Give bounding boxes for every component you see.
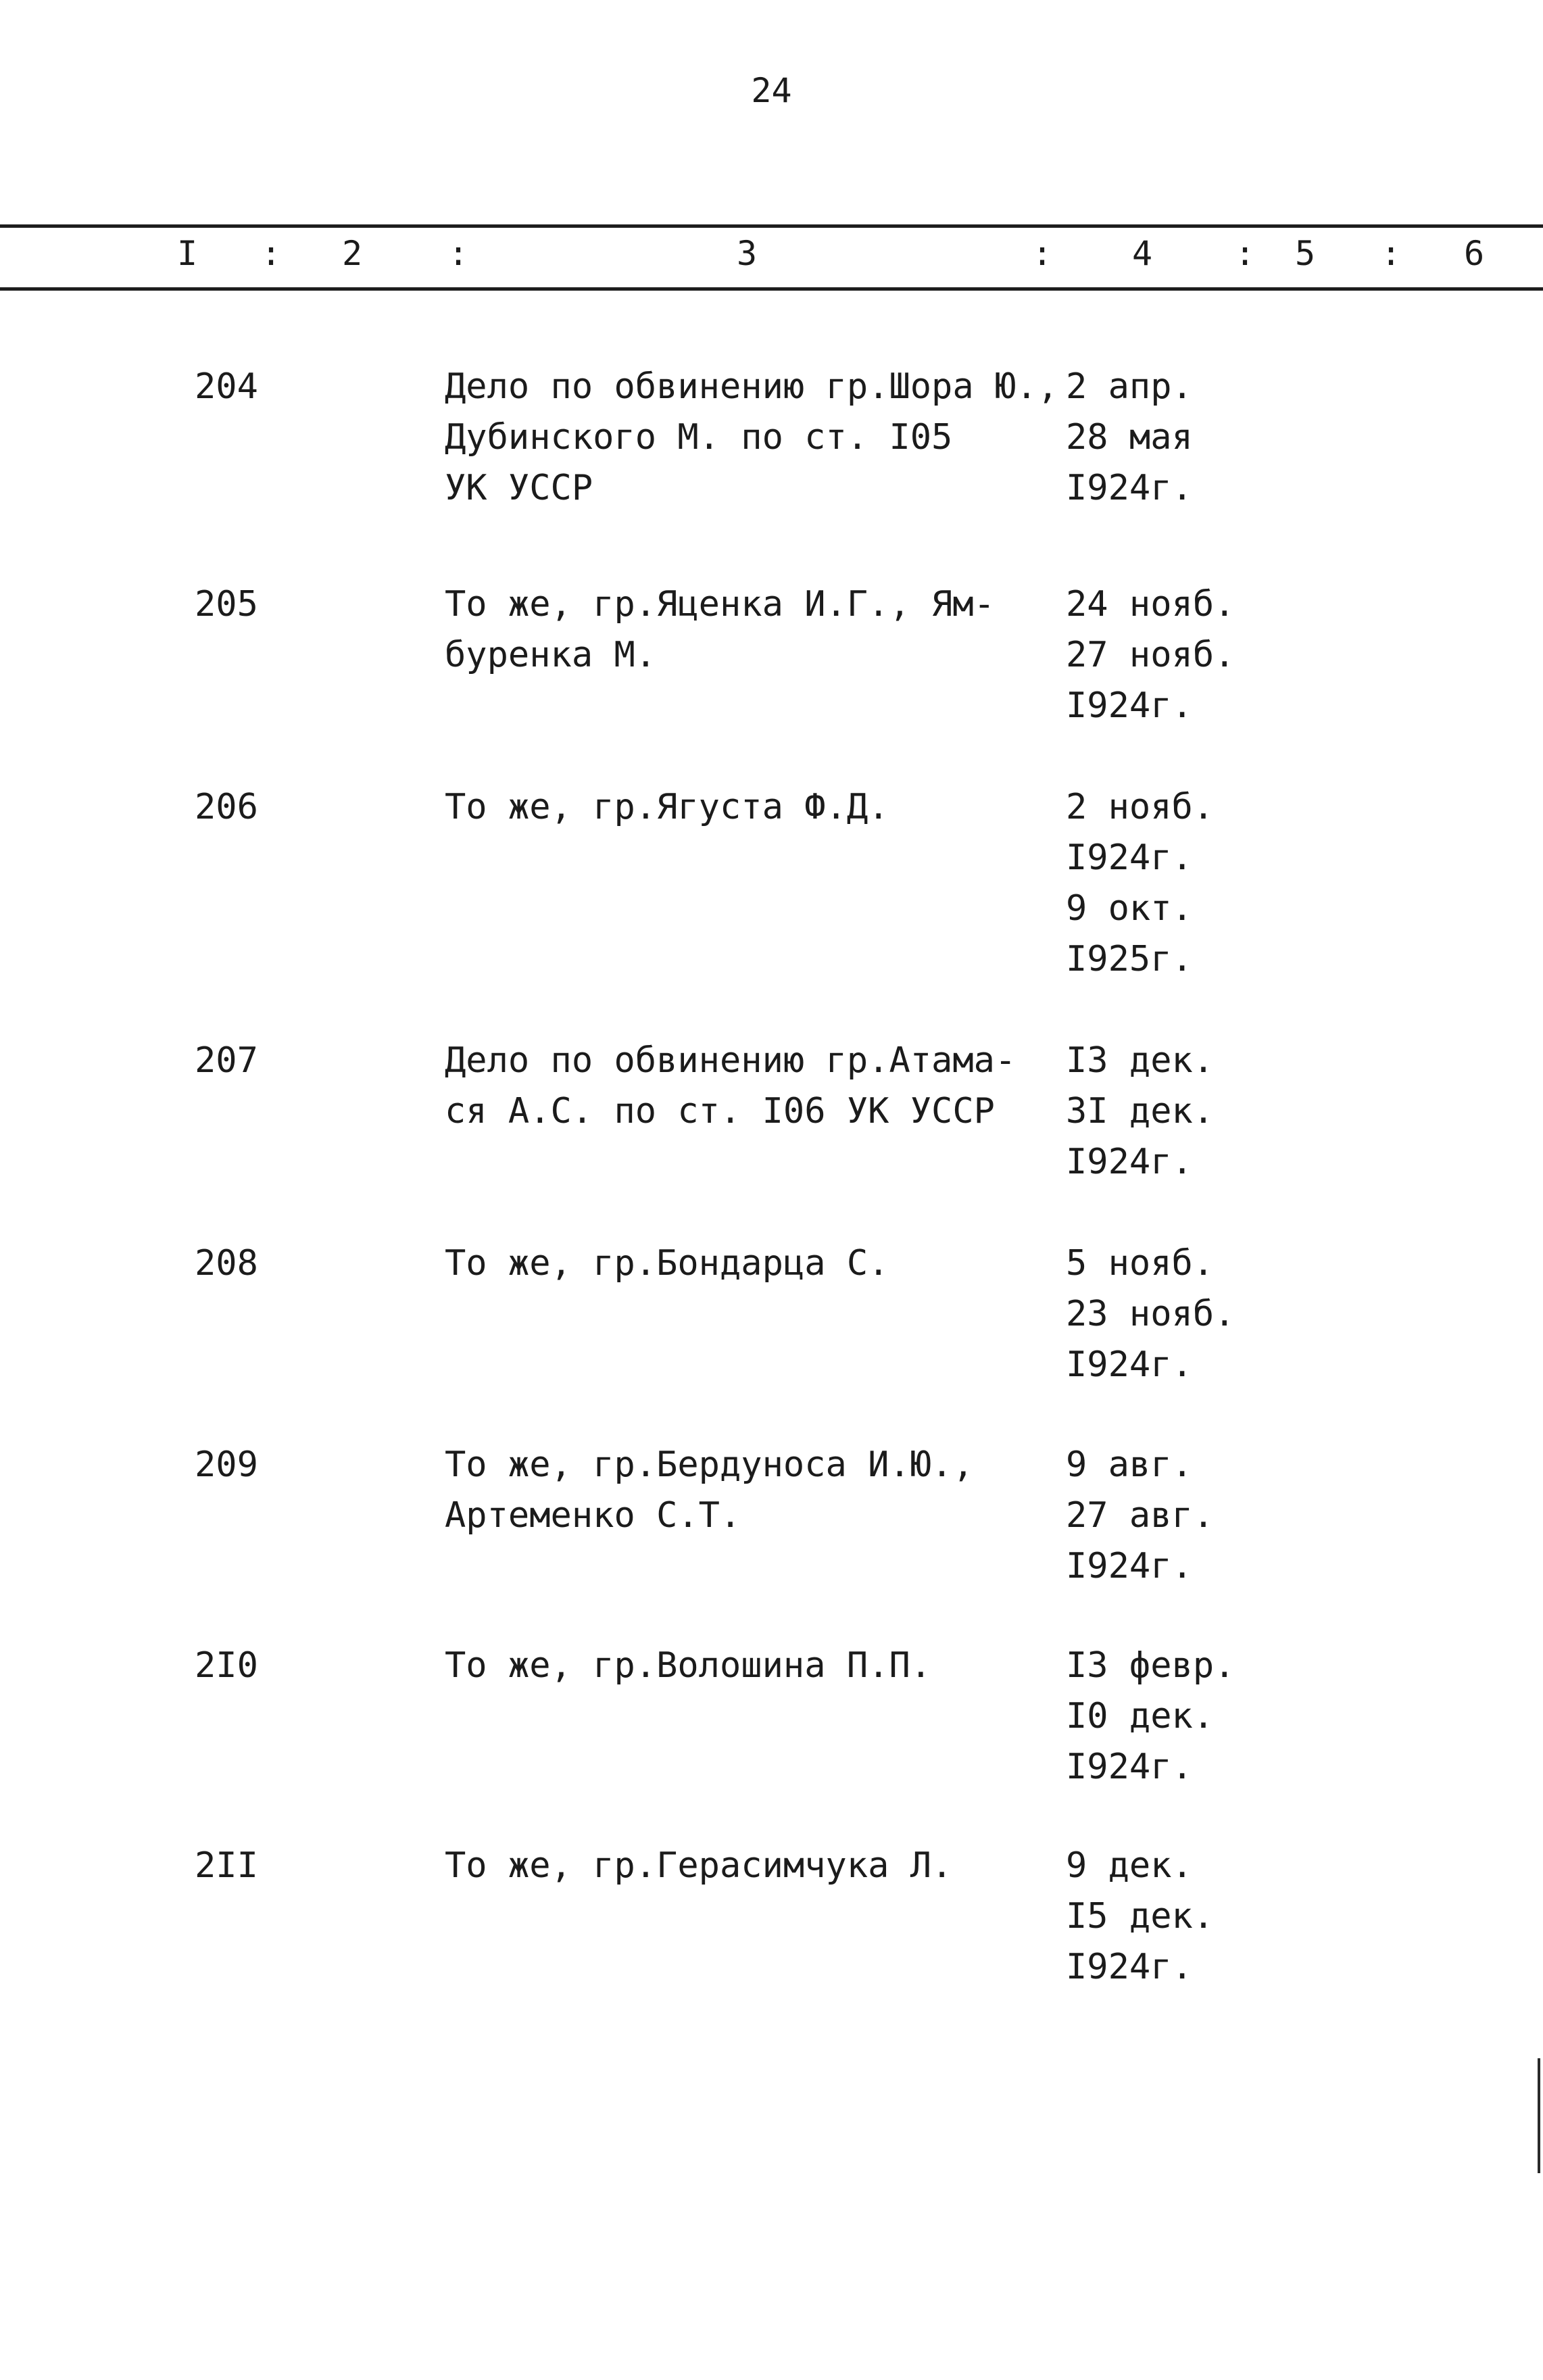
case-dates: [1066, 1036, 1336, 1188]
case-number: 2II: [195, 1845, 258, 1886]
column-header-6: 6: [1464, 234, 1485, 273]
date-line: 23 нояб.: [1066, 1294, 1235, 1334]
case-dates: [1066, 782, 1336, 985]
date-line: 27 авг.: [1066, 1495, 1215, 1536]
description-line: То же, гр.Яценка И.Г., Ям-: [445, 584, 995, 625]
case-dates: [1066, 362, 1336, 514]
date-line: I924г.: [1066, 1142, 1193, 1182]
description-line: То же, гр.Герасимчука Л.: [445, 1845, 953, 1886]
date-line: I5 дек.: [1066, 1896, 1215, 1937]
description-line: ся А.С. по ст. I06 УК УССР: [445, 1091, 995, 1132]
description-line: То же, гр.Ягуста Ф.Д.: [445, 787, 889, 827]
column-header-3: 3: [737, 234, 758, 273]
column-separator: :: [261, 234, 282, 273]
date-line: I925г.: [1066, 939, 1193, 979]
case-description: [445, 579, 1053, 681]
page-number: 24: [751, 71, 792, 110]
case-number: 205: [195, 584, 258, 625]
description-line: Дело по обвинению гр.Атама-: [445, 1040, 1017, 1081]
column-header-2: 2: [342, 234, 363, 273]
date-line: I924г.: [1066, 685, 1193, 726]
case-number: 207: [195, 1040, 258, 1081]
date-line: 2 апр.: [1066, 366, 1193, 407]
case-dates: [1066, 579, 1336, 731]
date-line: 2 нояб.: [1066, 787, 1215, 827]
case-number: 208: [195, 1243, 258, 1284]
date-line: I924г.: [1066, 1747, 1193, 1787]
date-line: I924г.: [1066, 468, 1193, 508]
date-line: 3I дек.: [1066, 1091, 1215, 1132]
date-line: I924г.: [1066, 1344, 1193, 1385]
date-line: I3 февр.: [1066, 1645, 1235, 1686]
header-top-rule: [0, 224, 1543, 228]
case-number: 209: [195, 1444, 258, 1485]
date-line: I924г.: [1066, 1546, 1193, 1586]
description-line: буренка М.: [445, 635, 657, 675]
date-line: I924г.: [1066, 837, 1193, 878]
description-line: Дело по обвинению гр.Шора Ю.,: [445, 366, 1058, 407]
description-line: То же, гр.Бердуноса И.Ю.,: [445, 1444, 974, 1485]
date-line: 9 дек.: [1066, 1845, 1193, 1886]
case-description: [445, 782, 1053, 833]
column-header-4: 4: [1132, 234, 1153, 273]
description-line: УК УССР: [445, 468, 593, 508]
case-dates: [1066, 1641, 1336, 1793]
case-description: [445, 1841, 1053, 1891]
date-line: I3 дек.: [1066, 1040, 1215, 1081]
description-line: То же, гр.Волошина П.П.: [445, 1645, 932, 1686]
date-line: 5 нояб.: [1066, 1243, 1215, 1284]
case-dates: [1066, 1841, 1336, 1993]
case-description: [445, 1238, 1053, 1289]
date-line: 28 мая: [1066, 417, 1193, 458]
case-number: 206: [195, 787, 258, 827]
column-separator: :: [448, 234, 469, 273]
description-line: Дубинского М. по ст. I05: [445, 417, 953, 458]
column-header-1: I: [177, 234, 198, 273]
case-description: [445, 1641, 1053, 1691]
case-description: [445, 362, 1058, 514]
column-separator: :: [1381, 234, 1402, 273]
case-description: [445, 1036, 1053, 1137]
date-line: 27 нояб.: [1066, 635, 1235, 675]
description-line: То же, гр.Бондарца С.: [445, 1243, 889, 1284]
date-line: 9 авг.: [1066, 1444, 1193, 1485]
case-number: 2I0: [195, 1645, 258, 1686]
column-header-5: 5: [1295, 234, 1316, 273]
case-dates: [1066, 1440, 1336, 1592]
column-separator: :: [1235, 234, 1256, 273]
column-separator: :: [1032, 234, 1053, 273]
date-line: I924г.: [1066, 1947, 1193, 1987]
date-line: 9 окт.: [1066, 888, 1193, 929]
case-number: 204: [195, 366, 258, 407]
case-description: [445, 1440, 1053, 1541]
date-line: 24 нояб.: [1066, 584, 1235, 625]
scan-edge-mark: [1538, 2058, 1540, 2173]
header-bottom-rule: [0, 287, 1543, 291]
date-line: I0 дек.: [1066, 1696, 1215, 1737]
description-line: Артеменко С.Т.: [445, 1495, 741, 1536]
case-dates: [1066, 1238, 1336, 1390]
